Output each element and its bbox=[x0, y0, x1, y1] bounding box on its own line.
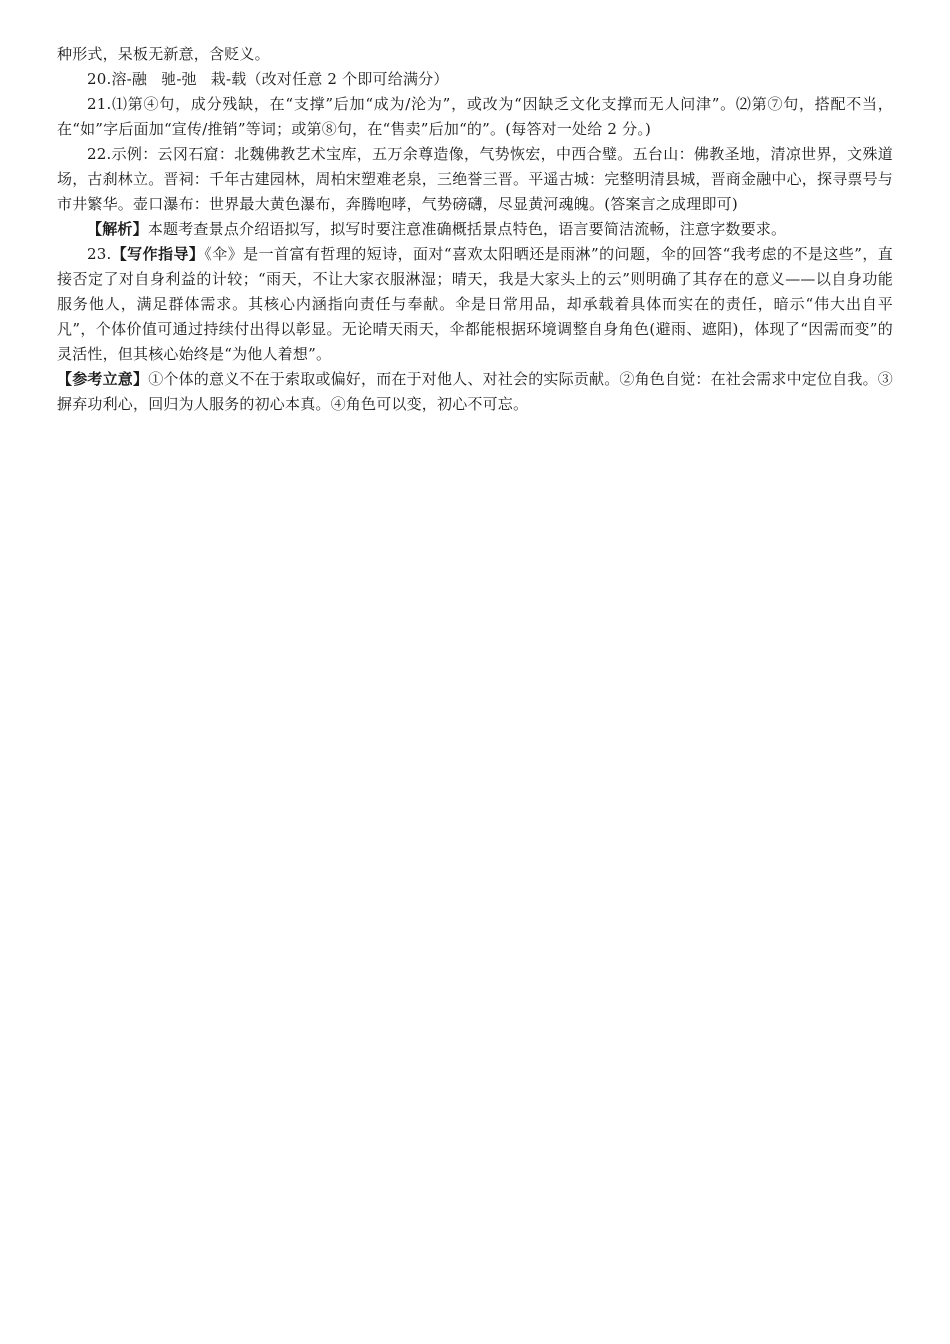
writing-guide-tag: 【写作指导】 bbox=[111, 245, 205, 263]
answer-content bbox=[57, 42, 893, 417]
analysis-22 bbox=[57, 217, 893, 242]
writing-guide-text: 《伞》是一首富有哲理的短诗，面对“喜欢太阳晒还是雨淋”的问题，伞的回答“我考虑的不是这些”，直接否定了对自身利益的计较；“雨天，不让大家衣服淋湿；晴天，我是大家头上的云”则明确了其存在的意义——以自身功能服务他人，满足群体需求。其核心内涵指向责任与奉献。伞是日常用品，却承载着具体而实在的责任，暗示“伟大出自平凡”，个体价值可通过持续付出得以彰显。无论晴天雨天，伞都能根据环境调整自身角色(避雨、遮阳)，体现了“因需而变”的灵活性，但其核心始终是“为他人着想”。 bbox=[57, 245, 893, 363]
answer-20-item-1: 20.溶-融 bbox=[87, 70, 148, 88]
answer-23-number: 23. bbox=[87, 245, 112, 263]
analysis-tag: 【解析】 bbox=[87, 220, 148, 238]
answer-20 bbox=[57, 67, 893, 92]
answer-22: 22.示例：云冈石窟：北魏佛教艺术宝库，五万余尊造像，气势恢宏，中西合璧。五台山：佛教圣地，清凉世界，文殊道场，古刹林立。晋祠：千年古建园林，周柏宋塑难老泉，三绝誉三晋。平遥古城：完整明清县城，晋商金融中心，探寻票号与市井繁华。壶口瀑布：世界最大黄色瀑布，奔腾咆哮，气势磅礴，尽显黄河魂魄。(答案言之成理即可) bbox=[57, 145, 894, 213]
answer-20-item-3: 栽-载（改对任意 2 个即可给满分） bbox=[210, 70, 449, 88]
reference-theme bbox=[57, 367, 893, 417]
answer-20-item-2: 驰-弛 bbox=[161, 70, 197, 88]
answer-23 bbox=[57, 242, 893, 367]
paragraph-continuation: 种形式，呆板无新意，含贬义。 bbox=[57, 45, 270, 63]
analysis-text: 本题考查景点介绍语拟写，拟写时要注意准确概括景点特色，语言要简洁流畅，注意字数要求。 bbox=[147, 220, 787, 238]
answer-21: 21.⑴第④句，成分残缺，在“支撑”后加“成为/沦为”，或改为“因缺乏文化支撑而无人问津”。⑵第⑦句，搭配不当，在“如”字后面加“宣传/推销”等词；或第⑧句，在“售卖”后加“的”。(每答对一处给 2 分。) bbox=[57, 95, 893, 138]
reference-tag: 【参考立意】 bbox=[57, 370, 149, 388]
reference-text: ①个体的意义不在于索取或偏好，而在于对他人、对社会的实际贡献。②角色自觉：在社会需求中定位自我。③摒弃功利心，回归为人服务的初心本真。④角色可以变，初心不可忘。 bbox=[57, 370, 894, 413]
